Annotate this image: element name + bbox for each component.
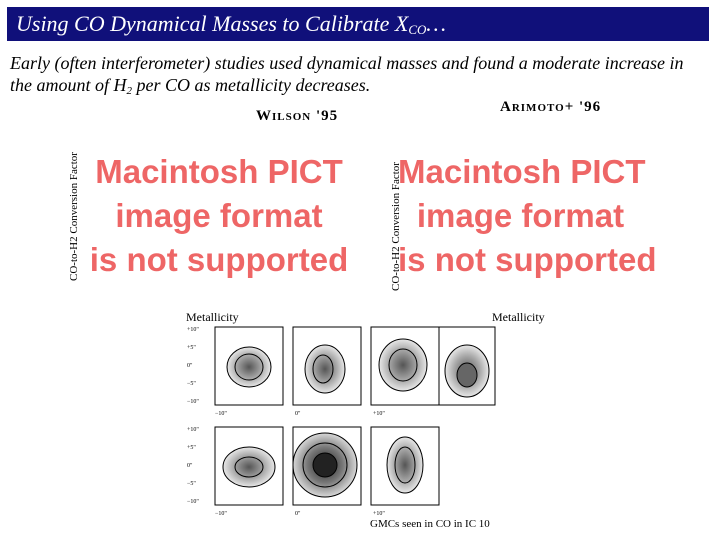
top-ytick-2: 0" — [187, 363, 193, 369]
top-ytick-1: +5" — [187, 345, 196, 351]
right-panel-xlabel: Metallicity — [492, 310, 545, 324]
left-panel-xlabel: Metallicity — [186, 310, 239, 324]
right-panel-ylabel: CO-to-H2 Conversion Factor — [390, 162, 402, 291]
right-panel-label: Arimoto+ '96 — [500, 99, 602, 115]
bottom-ytick-0: +10" — [187, 427, 199, 433]
top-xtick-1: 0" — [295, 411, 301, 417]
left-panel-ylabel: CO-to-H2 Conversion Factor — [68, 152, 80, 281]
intro-text: Early (often interferometer) studies used dynamical masses and found a moderate increase in the amount of $H_2$ per CO as metallicity decreases. — [10, 53, 684, 97]
gmc-co-maps-figure — [185, 325, 497, 523]
bottom-xtick-0: −10" — [215, 511, 227, 517]
left-panel-pict-placeholder: Macintosh PICT image format is not supported — [89, 153, 349, 278]
top-xtick-2: +10" — [373, 411, 385, 417]
gmc-co-maps-image — [185, 325, 497, 523]
top-xtick-0: −10" — [215, 411, 227, 417]
bottom-ytick-3: −5" — [187, 481, 196, 487]
top-ytick-0: +10" — [187, 327, 199, 333]
top-ytick-3: −5" — [187, 381, 196, 387]
bottom-ytick-4: −10" — [187, 499, 199, 505]
bottom-xtick-2: +10" — [373, 511, 385, 517]
title-bar — [7, 7, 709, 41]
left-panel-label: Wilson '95 — [256, 108, 339, 124]
bottom-xtick-1: 0" — [295, 511, 301, 517]
maps-caption: GMCs seen in CO in IC 10 — [370, 518, 490, 530]
bottom-ytick-2: 0" — [187, 463, 193, 469]
slide-title: Using CO Dynamical Masses to Calibrate $X_{CO}\dots$ — [16, 11, 446, 37]
bottom-ytick-1: +5" — [187, 445, 196, 451]
right-panel-pict-placeholder: Macintosh PICT image format is not supported — [398, 153, 657, 278]
top-ytick-4: −10" — [187, 399, 199, 405]
